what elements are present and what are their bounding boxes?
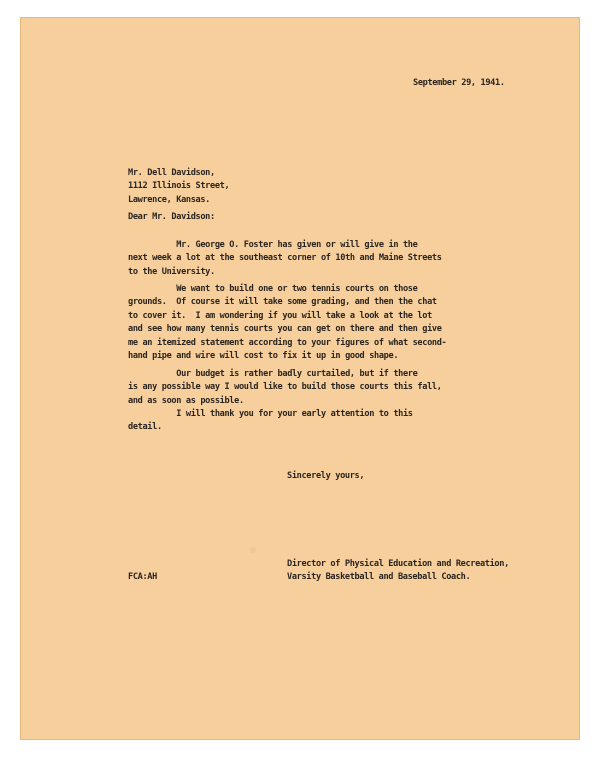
paragraph-4 <box>128 408 413 435</box>
signature-line: Director of Physical Education and Recreation, <box>287 559 509 569</box>
closing: Sincerely yours, <box>287 471 365 481</box>
paragraph-line: grounds. Of course it will take some grading, and then the chat <box>128 297 437 308</box>
letter-page <box>20 17 580 740</box>
address-line: 1112 Illinois Street, <box>128 181 230 192</box>
paragraph-2 <box>128 283 446 363</box>
address-line: Mr. Dell Davidson, <box>128 168 215 178</box>
paragraph-line: and as soon as possible. <box>128 395 244 406</box>
salutation: Dear Mr. Davidson: <box>128 212 215 222</box>
letter-date: September 29, 1941. <box>413 78 505 88</box>
paragraph-line: and see how many tennis courts you can get on there and then give <box>128 324 442 335</box>
paragraph-line: next week a lot at the southeast corner of 10th and Maine Streets <box>128 253 442 264</box>
paragraph-1 <box>128 239 442 279</box>
paper-stain <box>250 547 256 553</box>
paragraph-3 <box>128 368 442 408</box>
paragraph-line: detail. <box>128 422 162 433</box>
address-line: Lawrence, Kansas. <box>128 194 211 205</box>
recipient-address <box>128 167 229 207</box>
signature-block <box>287 558 509 585</box>
paragraph-line: I will thank you for your early attention to this <box>128 409 413 419</box>
reference-initials: FCA:AH <box>128 572 157 582</box>
paragraph-line: to cover it. I am wondering if you will take a look at the lot <box>128 310 432 321</box>
paragraph-line: to the University. <box>128 266 215 277</box>
paragraph-line: Mr. George O. Foster has given or will give in the <box>128 240 418 250</box>
signature-line: Varsity Basketball and Baseball Coach. <box>287 572 471 583</box>
paragraph-line: me an itemized statement according to your figures of what second- <box>128 337 447 348</box>
paragraph-line: hand pipe and wire will cost to fix it up in good shape. <box>128 351 399 362</box>
paragraph-line: is any possible way I would like to build those courts this fall, <box>128 382 442 393</box>
paragraph-line: Our budget is rather badly curtailed, but if there <box>128 369 418 379</box>
paragraph-line: We want to build one or two tennis courts on those <box>128 284 418 294</box>
